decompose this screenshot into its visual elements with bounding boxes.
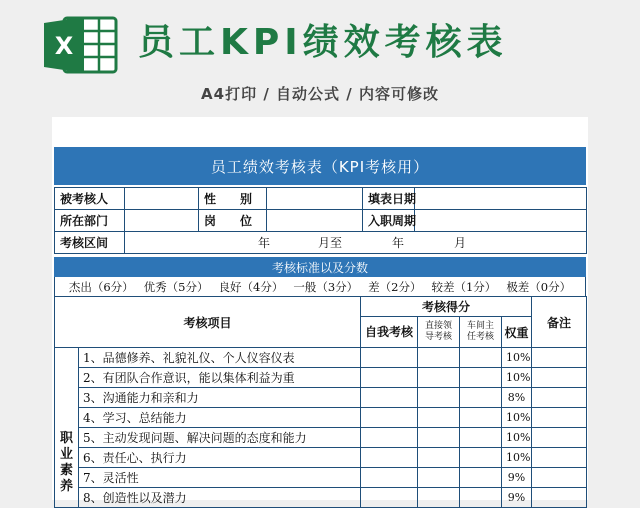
head-score-cell[interactable] bbox=[460, 368, 502, 388]
leader-score-cell[interactable] bbox=[418, 348, 460, 368]
direct-leader-header: 直接领导考核 bbox=[418, 317, 460, 348]
item-text: 7、灵活性 bbox=[79, 468, 361, 488]
weight-cell: 10% bbox=[502, 408, 532, 428]
item-column-header: 考核项目 bbox=[55, 297, 361, 348]
item-text: 5、主动发现问题、解决问题的态度和能力 bbox=[79, 428, 361, 448]
self-score-cell[interactable] bbox=[361, 348, 418, 368]
category-cell bbox=[55, 348, 79, 508]
table-row bbox=[55, 348, 587, 368]
self-score-cell[interactable] bbox=[361, 388, 418, 408]
period-year2: 年 bbox=[392, 236, 405, 250]
table-row bbox=[55, 488, 587, 508]
head-score-cell[interactable] bbox=[460, 468, 502, 488]
remark-cell[interactable] bbox=[532, 348, 587, 368]
dept-field[interactable] bbox=[125, 210, 199, 232]
table-row bbox=[55, 448, 587, 468]
table-row bbox=[55, 468, 587, 488]
remark-cell[interactable] bbox=[532, 368, 587, 388]
fill-date-field[interactable] bbox=[415, 188, 587, 210]
items-table bbox=[54, 296, 587, 508]
score-group-header: 考核得分 bbox=[361, 297, 532, 317]
join-period-field[interactable] bbox=[415, 210, 587, 232]
remark-cell[interactable] bbox=[532, 448, 587, 468]
scale-item: 差（2分） bbox=[368, 279, 422, 294]
scale-item: 极差（0分） bbox=[506, 279, 572, 294]
info-table bbox=[54, 187, 587, 254]
table-row bbox=[55, 428, 587, 448]
head-score-cell[interactable] bbox=[460, 348, 502, 368]
table-row bbox=[55, 368, 587, 388]
period-month-to: 月至 bbox=[318, 236, 343, 250]
head-score-cell[interactable] bbox=[460, 408, 502, 428]
form-title: 员工绩效考核表（KPI考核用） bbox=[54, 147, 586, 185]
self-score-cell[interactable] bbox=[361, 408, 418, 428]
leader-score-cell[interactable] bbox=[418, 488, 460, 508]
self-score-cell[interactable] bbox=[361, 488, 418, 508]
remark-cell[interactable] bbox=[532, 488, 587, 508]
period-month2: 月 bbox=[454, 236, 467, 250]
item-text: 1、品德修养、礼貌礼仪、个人仪容仪表 bbox=[79, 348, 361, 368]
self-score-cell[interactable] bbox=[361, 428, 418, 448]
post-label: 岗 位 bbox=[199, 210, 267, 232]
remark-cell[interactable] bbox=[532, 408, 587, 428]
leader-score-cell[interactable] bbox=[418, 388, 460, 408]
table-row bbox=[55, 408, 587, 428]
weight-cell: 9% bbox=[502, 468, 532, 488]
name-field[interactable] bbox=[125, 188, 199, 210]
leader-score-cell[interactable] bbox=[418, 448, 460, 468]
gender-field[interactable] bbox=[267, 188, 363, 210]
item-text: 4、学习、总结能力 bbox=[79, 408, 361, 428]
weight-cell: 8% bbox=[502, 388, 532, 408]
self-assessment-header: 自我考核 bbox=[361, 317, 418, 348]
period-field[interactable] bbox=[125, 232, 587, 254]
head-score-cell[interactable] bbox=[460, 388, 502, 408]
weight-cell: 10% bbox=[502, 428, 532, 448]
weight-cell: 10% bbox=[502, 348, 532, 368]
post-field[interactable] bbox=[267, 210, 363, 232]
remark-cell[interactable] bbox=[532, 388, 587, 408]
dept-label: 所在部门 bbox=[55, 210, 125, 232]
remark-cell[interactable] bbox=[532, 428, 587, 448]
leader-score-cell[interactable] bbox=[418, 428, 460, 448]
join-period-label: 入职周期 bbox=[363, 210, 415, 232]
weight-cell: 10% bbox=[502, 448, 532, 468]
self-score-cell[interactable] bbox=[361, 368, 418, 388]
item-text: 6、责任心、执行力 bbox=[79, 448, 361, 468]
category-label: 职业素养 bbox=[60, 430, 74, 494]
standard-title: 考核标准以及分数 bbox=[54, 257, 586, 277]
head-score-cell[interactable] bbox=[460, 428, 502, 448]
leader-score-cell[interactable] bbox=[418, 468, 460, 488]
self-score-cell[interactable] bbox=[361, 468, 418, 488]
header-banner bbox=[0, 0, 640, 112]
excel-icon bbox=[42, 16, 118, 74]
weight-header: 权重 bbox=[502, 317, 532, 348]
remark-header: 备注 bbox=[532, 297, 587, 348]
period-label: 考核区间 bbox=[55, 232, 125, 254]
scale-item: 一般（3分） bbox=[293, 279, 359, 294]
weight-cell: 10% bbox=[502, 368, 532, 388]
scale-item: 杰出（6分） bbox=[68, 279, 134, 294]
self-score-cell[interactable] bbox=[361, 448, 418, 468]
workshop-head-header: 车间主任考核 bbox=[460, 317, 502, 348]
table-row bbox=[55, 388, 587, 408]
leader-score-cell[interactable] bbox=[418, 408, 460, 428]
item-text: 2、有团队合作意识，能以集体利益为重 bbox=[79, 368, 361, 388]
score-scale bbox=[54, 277, 586, 296]
gender-label: 性 别 bbox=[199, 188, 267, 210]
weight-cell: 9% bbox=[502, 488, 532, 508]
page-subtitle: A4打印 / 自动公式 / 内容可修改 bbox=[201, 85, 439, 103]
excel-logo-letter: X bbox=[54, 32, 74, 60]
scale-item: 较差（1分） bbox=[431, 279, 497, 294]
leader-score-cell[interactable] bbox=[418, 368, 460, 388]
item-text: 3、沟通能力和亲和力 bbox=[79, 388, 361, 408]
head-score-cell[interactable] bbox=[460, 488, 502, 508]
scale-item: 良好（4分） bbox=[218, 279, 284, 294]
head-score-cell[interactable] bbox=[460, 448, 502, 468]
item-text: 8、创造性以及潜力 bbox=[79, 488, 361, 508]
page-title: 员工KPI绩效考核表 bbox=[138, 22, 508, 63]
scale-item: 优秀（5分） bbox=[143, 279, 209, 294]
period-year1: 年 bbox=[258, 236, 271, 250]
fill-date-label: 填表日期 bbox=[363, 188, 415, 210]
name-label: 被考核人 bbox=[55, 188, 125, 210]
remark-cell[interactable] bbox=[532, 468, 587, 488]
